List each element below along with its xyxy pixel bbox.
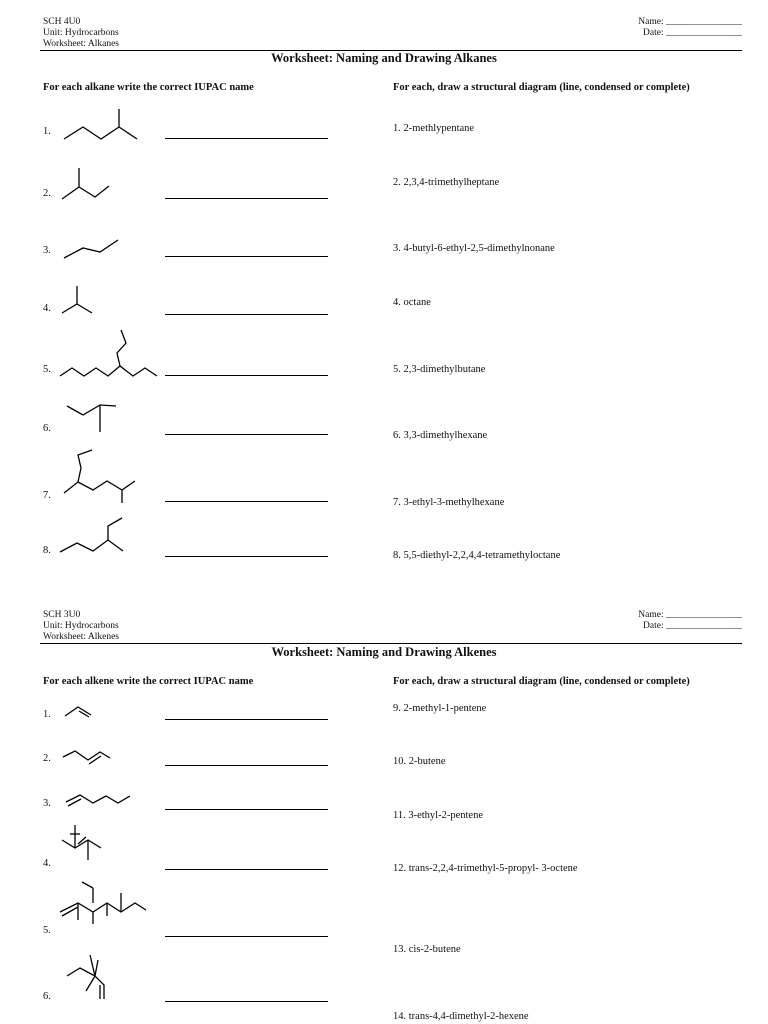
question-number: 4.	[43, 858, 51, 869]
alkane-structure-8	[60, 518, 123, 552]
draw-item: 5. 2,3-dimethylbutane	[393, 364, 486, 375]
name-field[interactable]: Name: ________________	[638, 17, 742, 27]
question-number: 1.	[43, 126, 51, 137]
alkane-structure-1	[64, 109, 137, 139]
draw-item: 6. 3,3-dimethylhexane	[393, 430, 488, 441]
alkene-structure-1	[65, 707, 91, 717]
draw-item: 9. 2-methyl-1-pentene	[393, 703, 487, 714]
draw-item: 12. trans-2,2,4-trimethyl-5-propyl- 3-octene	[393, 863, 578, 874]
question-number: 3.	[43, 245, 51, 256]
right-heading: For each, draw a structural diagram (line, condensed or complete)	[393, 82, 690, 93]
question-number: 6.	[43, 991, 51, 1002]
question-number: 7.	[43, 490, 51, 501]
draw-item: 3. 4-butyl-6-ethyl-2,5-dimethylnonane	[393, 243, 555, 254]
draw-item: 11. 3-ethyl-2-pentene	[393, 810, 483, 821]
question-number: 5.	[43, 364, 51, 375]
alkene-structure-3	[66, 795, 130, 806]
draw-item: 1. 2-methlypentane	[393, 123, 475, 134]
alkane-structure-7	[64, 450, 135, 503]
alkene-structure-5	[60, 882, 146, 924]
question-number: 3.	[43, 798, 51, 809]
alkane-structure-5	[60, 330, 157, 376]
draw-item: 13. cis-2-butene	[393, 944, 461, 955]
question-number: 6.	[43, 423, 51, 434]
question-number: 5.	[43, 925, 51, 936]
worksheet-label: Worksheet: Alkanes	[43, 39, 120, 49]
page-title: Worksheet: Naming and Drawing Alkanes	[271, 51, 497, 65]
date-field[interactable]: Date: ________________	[643, 28, 742, 38]
alkene-structure-2	[63, 751, 110, 764]
alkane-structure-4	[62, 286, 92, 313]
draw-item: 4. octane	[393, 297, 431, 308]
worksheet-label: Worksheet: Alkenes	[43, 632, 120, 642]
right-heading: For each, draw a structural diagram (line, condensed or complete)	[393, 676, 690, 687]
question-number: 2.	[43, 753, 51, 764]
alkene-structure-6	[67, 955, 104, 999]
alkane-structure-6	[67, 405, 116, 432]
unit-label: Unit: Hydrocarbons	[43, 621, 119, 631]
question-number: 4.	[43, 303, 51, 314]
date-field[interactable]: Date: ________________	[643, 621, 742, 631]
left-heading: For each alkane write the correct IUPAC name	[43, 82, 254, 93]
alkene-structure-4	[62, 825, 101, 860]
course-code: SCH 4U0	[43, 17, 81, 27]
alkane-structure-3	[64, 240, 118, 258]
draw-item: 2. 2,3,4-trimethylheptane	[393, 177, 500, 188]
draw-item: 8. 5,5-diethyl-2,2,4,4-tetramethyloctane	[393, 550, 561, 561]
name-field[interactable]: Name: ________________	[638, 610, 742, 620]
draw-item: 14. trans-4,4-dimethyl-2-hexene	[393, 1011, 529, 1022]
question-number: 8.	[43, 545, 51, 556]
draw-item: 7. 3-ethyl-3-methylhexane	[393, 497, 505, 508]
question-number: 2.	[43, 188, 51, 199]
alkane-structure-2	[62, 168, 109, 199]
question-number: 1.	[43, 709, 51, 720]
draw-item: 10. 2-butene	[393, 756, 446, 767]
page-title: Worksheet: Naming and Drawing Alkenes	[271, 645, 497, 659]
unit-label: Unit: Hydrocarbons	[43, 28, 119, 38]
course-code: SCH 3U0	[43, 610, 81, 620]
left-heading: For each alkene write the correct IUPAC name	[43, 676, 254, 687]
